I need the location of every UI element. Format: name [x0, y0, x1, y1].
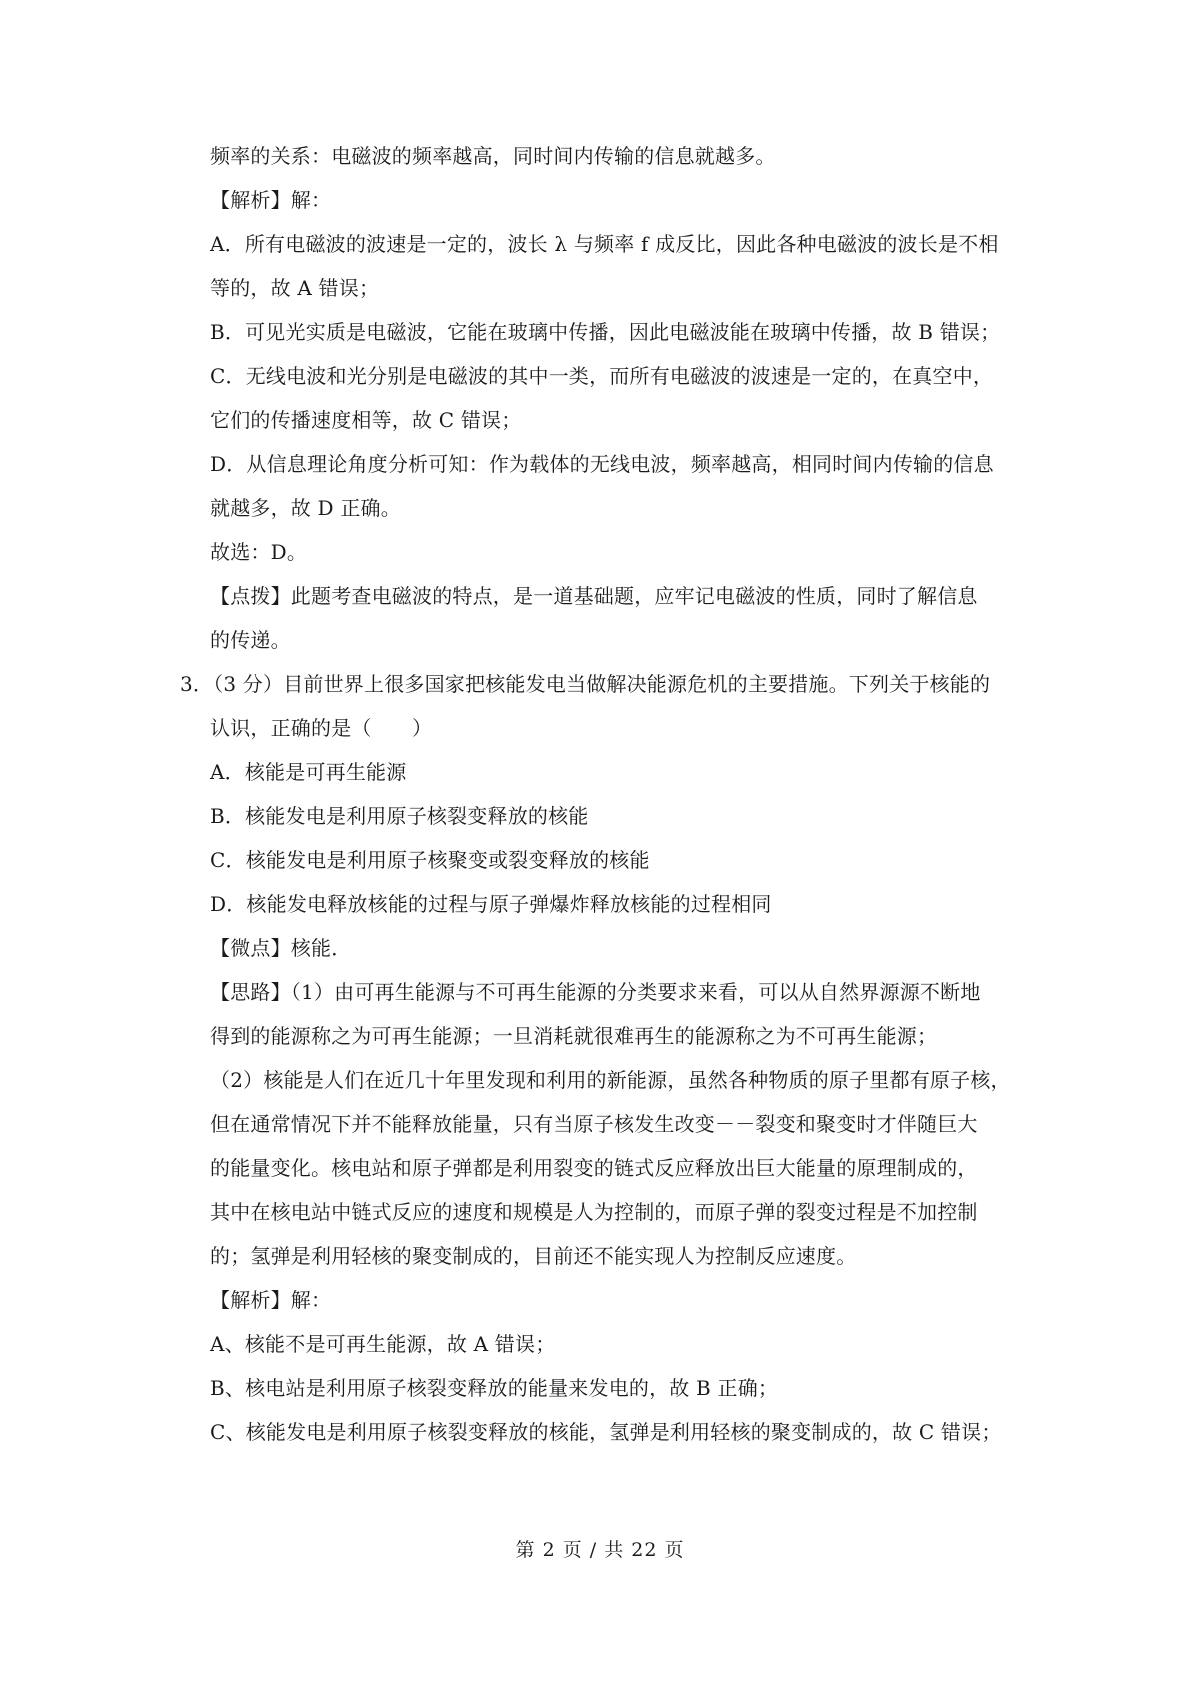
text-line: 但在通常情况下并不能释放能量，只有当原子核发生改变－－裂变和聚变时才伴随巨大: [210, 1112, 978, 1136]
text-line: C．无线电波和光分别是电磁波的其中一类，而所有电磁波的波速是一定的，在真空中，: [210, 364, 994, 388]
text-line: 频率的关系：电磁波的频率越高，同时间内传输的信息就越多。: [210, 144, 776, 168]
page-footer: 第 2 页 / 共 22 页: [515, 1539, 685, 1561]
text-line: B、核电站是利用原子核裂变释放的能量来发电的，故 B 正确；: [210, 1376, 779, 1400]
option-b: B．核能发电是利用原子核裂变释放的核能: [210, 804, 589, 828]
text-line: 得到的能源称之为可再生能源；一旦消耗就很难再生的能源称之为不可再生能源；: [210, 1024, 938, 1048]
text-line: 【解析】解：: [210, 188, 332, 212]
text-line: A、核能不是可再生能源，故 A 错误；: [210, 1332, 556, 1356]
text-line: 其中在核电站中链式反应的速度和规模是人为控制的，而原子弹的裂变过程是不加控制: [210, 1200, 978, 1224]
text-line: A．所有电磁波的波速是一定的，波长 λ 与频率 f 成反比，因此各种电磁波的波长是不相: [210, 232, 999, 256]
text-line: 就越多，故 D 正确。: [210, 496, 401, 520]
option-d: D．核能发电释放核能的过程与原子弹爆炸释放核能的过程相同: [210, 892, 772, 916]
text-line: C、核能发电是利用原子核裂变释放的核能，氢弹是利用轻核的聚变制成的，故 C 错误；: [210, 1420, 1002, 1444]
text-line: B．可见光实质是电磁波，它能在玻璃中传播，因此电磁波能在玻璃中传播，故 B 错误；: [210, 320, 1001, 344]
text-line: 的传递。: [210, 628, 291, 652]
text-line: 【微点】核能．: [210, 936, 352, 960]
option-c: C．核能发电是利用原子核聚变或裂变释放的核能: [210, 848, 650, 872]
text-line: （2）核能是人们在近几十年里发现和利用的新能源，虽然各种物质的原子里都有原子核，: [210, 1068, 1011, 1092]
option-a: A．核能是可再生能源: [210, 760, 407, 784]
text-line: 等的，故 A 错误；: [210, 276, 380, 300]
text-line: D．从信息理论角度分析可知：作为载体的无线电波，频率越高，相同时间内传输的信息: [210, 452, 994, 476]
text-line: 【点拨】此题考查电磁波的特点，是一道基础题，应牢记电磁波的性质，同时了解信息: [210, 584, 978, 608]
text-line: 【思路】（1）由可再生能源与不可再生能源的分类要求来看，可以从自然界源源不断地: [210, 980, 981, 1004]
text-line: 【解析】解：: [210, 1288, 332, 1312]
text-line: 它们的传播速度相等，故 C 错误；: [210, 408, 522, 432]
text-line: 故选：D。: [210, 540, 308, 564]
text-line: 认识，正确的是（ ）: [210, 716, 433, 740]
text-line: 的能量变化。核电站和原子弹都是利用裂变的链式反应释放出巨大能量的原理制成的，: [210, 1156, 978, 1180]
text-line: 的；氢弹是利用轻核的聚变制成的，目前还不能实现人为控制反应速度。: [210, 1244, 857, 1268]
question-3-stem: 3．（3 分）目前世界上很多国家把核能发电当做解决能源危机的主要措施。下列关于核能的: [180, 672, 991, 696]
